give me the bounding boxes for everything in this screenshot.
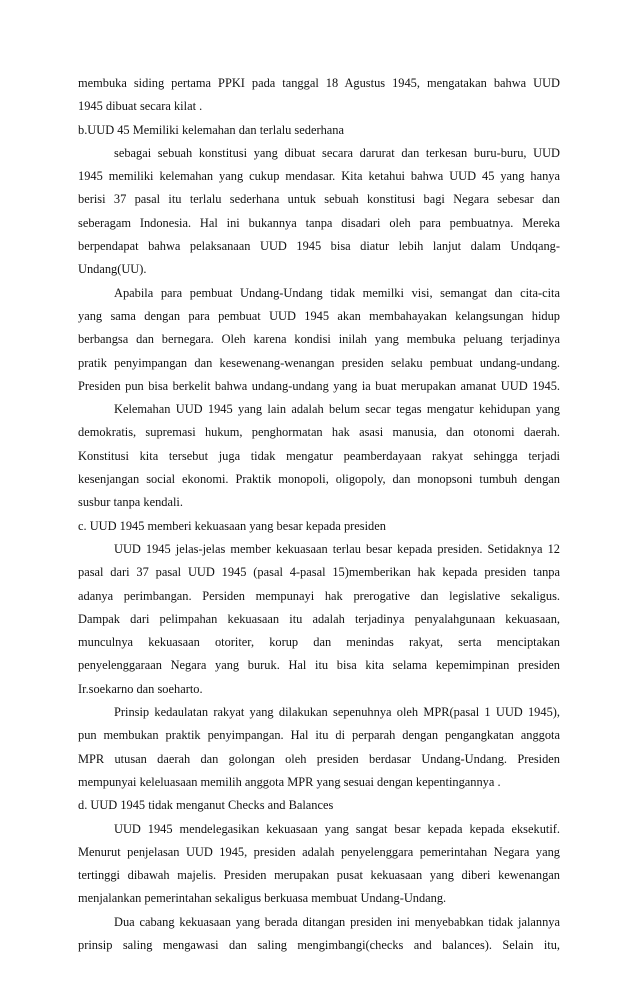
text-line: Dampak dari pelimpahan kekuasaan itu adalah terjadinya penyalahgunaan kekuasaan,	[78, 611, 560, 626]
text-line: penyelenggaraan Negara yang buruk. Hal itu bisa kita selama kepemimpinan presiden	[78, 658, 560, 673]
text-line: 1945 dibuat secara kilat .	[78, 99, 203, 114]
text-line: demokratis, supremasi hukum, penghormatan hak asasi manusia, dan otonomi daerah.	[78, 425, 560, 440]
text-line: prinsip saling mengawasi dan saling mengimbangi(checks and balances). Selain itu,	[78, 937, 560, 952]
text-line: 1945 memiliki kelemahan yang cukup mendasar. Kita ketahui bahwa UUD 45 yang hanya	[78, 169, 560, 184]
document-body	[78, 72, 560, 957]
text-line: sebagai sebuah konstitusi yang dibuat secara darurat dan terkesan buru-buru, UUD	[114, 145, 560, 160]
text-line: berpendapat bahwa pelaksanaan UUD 1945 bisa diatur lebih lanjut dalam Undqang-	[78, 239, 560, 254]
text-line: tertinggi dibawah majelis. Presiden merupakan pusat kekuasaan yang diberi kewenangan	[78, 868, 560, 883]
text-line: susbur tanpa kendali.	[78, 495, 183, 510]
text-line: kesenjangan social ekonomi. Praktik monopoli, oligopoly, dan monopsoni tumbuh dengan	[78, 472, 560, 487]
text-line: Konstitusi kita tersebut juga tidak mengatur peamberdayaan rakyat sehingga terjadi	[78, 448, 560, 463]
text-line: Ir.soekarno dan soeharto.	[78, 681, 203, 696]
text-line: pasal dari 37 pasal UUD 1945 (pasal 4-pasal 15)memberikan hak kepada presiden tanpa	[78, 565, 560, 580]
text-line: berbangsa dan bernegara. Oleh karena kondisi inilah yang membuka peluang terjadinya	[78, 332, 560, 347]
text-line: yang sama dengan para pembuat UUD 1945 akan membahayakan kelangsungan hidup	[78, 308, 560, 323]
text-line: seberagam Indonesia. Hal ini bukannya tanpa disadari oleh para pembuatnya. Mereka	[78, 215, 560, 230]
document-page	[78, 72, 560, 957]
text-line: Prinsip kedaulatan rakyat yang dilakukan sepenuhnya oleh MPR(pasal 1 UUD 1945),	[114, 705, 560, 720]
text-line: MPR utusan daerah dan golongan oleh presiden berdasar Undang-Undang. Presiden	[78, 751, 560, 766]
text-line: Presiden pun bisa berkelit bahwa undang-undang yang ia buat merupakan amanat UUD 1945.	[78, 378, 560, 393]
text-line: UUD 1945 jelas-jelas member kekuasaan terlau besar kepada presiden. Setidaknya 12	[114, 541, 560, 556]
text-line: Undang(UU).	[78, 262, 147, 277]
text-line: Dua cabang kekuasaan yang berada ditangan presiden ini menyebabkan tidak jalannya	[114, 914, 560, 929]
text-line: pun membukan praktik penyimpangan. Hal itu di perparah dengan pengangkatan anggota	[78, 728, 560, 743]
text-line: pratik penyimpangan dan kesewenang-wenangan presiden selaku pembuat undang-undang.	[78, 355, 560, 370]
text-line: berisi 37 pasal itu terlalu sederhana untuk sebuah konstitusi bagi Negara sebesar dan	[78, 192, 560, 207]
text-line: Kelemahan UUD 1945 yang lain adalah belum secar tegas mengatur kehidupan yang	[114, 402, 560, 417]
text-line: menjalankan pemerintahan sekaligus berkuasa membuat Undang-Undang.	[78, 891, 447, 906]
text-line: Menurut penjelasan UUD 1945, presiden adalah penyelenggara pemerintahan Negara yang	[78, 844, 560, 859]
text-line: adanya perimbangan. Persiden mempunayi hak prerogative dan legislative sekaligus.	[78, 588, 560, 603]
text-line: membuka siding pertama PPKI pada tanggal 18 Agustus 1945, mengatakan bahwa UUD	[78, 76, 560, 90]
text-line: munculnya kekuasaan otoriter, korup dan menindas rakyat, serta menciptakan	[78, 635, 560, 650]
text-line: UUD 1945 mendelegasikan kekuasaan yang sangat besar kepada kepada eksekutif.	[114, 821, 560, 836]
text-line: Apabila para pembuat Undang-Undang tidak memilki visi, semangat dan cita-cita	[114, 285, 560, 300]
text-line: mempunyai keleluasaan memilih anggota MPR yang sesuai dengan kepentingannya .	[78, 774, 501, 789]
text-line: d. UUD 1945 tidak menganut Checks and Balances	[78, 798, 334, 813]
text-line: b.UUD 45 Memiliki kelemahan dan terlalu sederhana	[78, 122, 344, 137]
text-line: c. UUD 1945 memberi kekuasaan yang besar kepada presiden	[78, 518, 386, 533]
